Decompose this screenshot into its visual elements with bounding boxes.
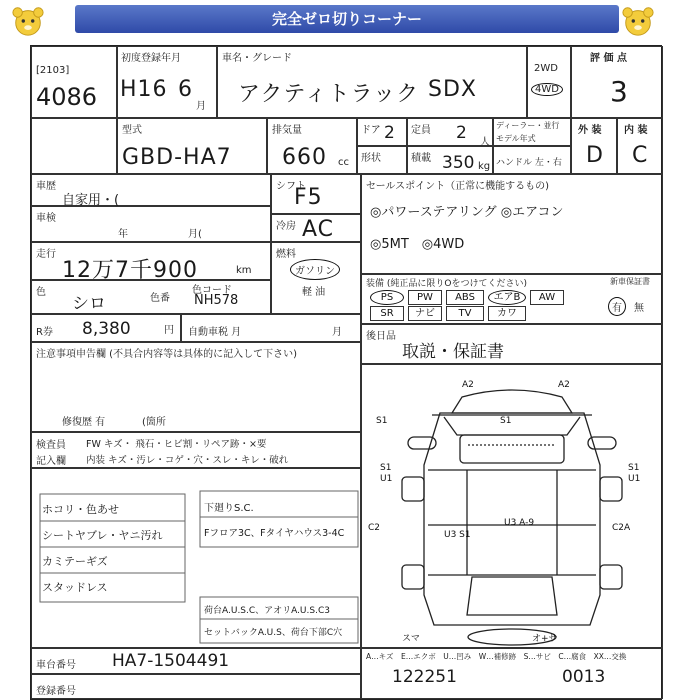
equip-leather: カワ — [488, 306, 526, 321]
after-items-box — [361, 324, 663, 364]
fuel-gasoline: ガソリン — [290, 259, 340, 280]
lot-box — [31, 46, 117, 118]
kg-unit: kg — [478, 161, 491, 172]
notes-grid — [32, 469, 362, 649]
mileage-box — [31, 242, 271, 283]
equip-airbag: エアB — [488, 290, 526, 305]
mark-s1-left: S1 — [376, 416, 388, 426]
check-row-windshield: FW キズ・ 飛石・ヒビ割・リペア跡・×要 — [86, 439, 267, 450]
usage-label: 車歴 — [36, 181, 56, 192]
usage-value: 自家用・( — [62, 193, 120, 208]
interior-box — [617, 118, 663, 174]
notice-box — [31, 342, 361, 432]
usage-box — [31, 174, 271, 206]
load-box — [407, 146, 493, 174]
capacity-unit: 人 — [480, 137, 490, 148]
mark-u3s1: U3 S1 — [444, 530, 471, 540]
equip-abs: ABS — [446, 290, 484, 305]
blank-left-box — [31, 118, 117, 174]
color-code-label: 色コード — [192, 285, 232, 296]
color-box — [31, 280, 271, 314]
mark-a2-right: A2 — [558, 380, 570, 390]
model-value: GBD-HA7 — [122, 145, 232, 170]
doors-label: ドア — [361, 125, 381, 136]
mark-bottom-left: スマ — [402, 634, 420, 644]
mascot-bear-icon — [619, 4, 657, 38]
note-left-1: ホコリ・色あせ — [42, 503, 119, 516]
shift-box — [271, 174, 361, 214]
fuel-diesel: 軽 油 — [302, 287, 326, 298]
sales-point-box — [361, 174, 663, 274]
note-right-2: Fフロア3C、Fタイヤハウス3-4C — [204, 528, 345, 539]
legend-box — [361, 648, 663, 699]
warranty-label: 新車保証書 — [610, 277, 650, 286]
shape-label: 形状 — [361, 153, 381, 164]
cc-unit: cc — [338, 157, 349, 168]
note-left-3: カミテーギズ — [42, 555, 108, 568]
auction-code: [2103] — [36, 65, 70, 76]
dealer-label: ディーラー・並行 — [496, 121, 560, 130]
inspection-box — [31, 206, 271, 242]
equip-tv: TV — [446, 306, 484, 321]
load-label: 積載 — [411, 153, 431, 164]
tax-month: 月 — [332, 327, 342, 338]
repair-label: 修復歴 有 — [62, 417, 106, 428]
mark-s1-side: S1 — [380, 463, 392, 473]
mascot-bear-icon — [9, 4, 47, 38]
repair-place: (箇所 — [142, 417, 166, 428]
equipment-label: 装備 (純正品に限りOをつけてください) — [366, 279, 527, 289]
equip-aw: AW — [530, 290, 564, 305]
ac-value: AC — [302, 217, 335, 242]
dealer-box — [493, 118, 571, 146]
code-2: 0013 — [562, 667, 606, 687]
header-banner — [5, 2, 695, 40]
score-box — [571, 46, 663, 118]
mark-u1-right: U1 — [628, 474, 641, 484]
first-reg-month: 6 — [178, 77, 193, 102]
exterior-grade: D — [586, 143, 604, 168]
mark-u1-side: U1 — [380, 474, 393, 484]
grade: SDX — [428, 77, 477, 102]
model-label: 型式 — [122, 125, 142, 136]
frame-number-box — [31, 648, 361, 674]
fuel-box — [271, 242, 361, 314]
record-label: 記入欄 — [36, 456, 66, 467]
car-diagram-box — [361, 364, 663, 648]
displacement-box — [267, 118, 357, 174]
code-1: 122251 — [392, 667, 457, 687]
recycle-label: R券 — [36, 327, 53, 338]
mark-bottom-right: オ+サ — [532, 634, 558, 644]
handle-box — [493, 146, 571, 174]
shift-label: シフト — [276, 181, 306, 192]
sales-point-1: ◎パワーステアリング ◎エアコン — [370, 205, 564, 220]
km-unit: km — [236, 265, 252, 276]
check-row-interior: 内装 キズ・汚レ・コゲ・穴・スレ・キレ・破れ — [86, 455, 289, 466]
recycle-box — [31, 314, 181, 342]
warranty-yes: 有 — [608, 297, 626, 316]
capacity-box — [407, 118, 493, 146]
first-reg-year: H16 — [120, 77, 168, 102]
equipment-box — [361, 274, 663, 324]
mileage-value: 12万7千900 — [62, 258, 198, 283]
displacement-label: 排気量 — [272, 125, 302, 136]
capacity-value: 2 — [456, 123, 467, 143]
tax-box — [181, 314, 361, 342]
month-unit: 月 — [196, 101, 206, 112]
handle-label: ハンドル 左・右 — [496, 158, 562, 168]
shape-box — [357, 146, 407, 174]
doors-value: 2 — [384, 123, 395, 143]
registration-box — [31, 674, 361, 699]
displacement-value: 660 — [282, 145, 327, 170]
color-label: 色 — [36, 287, 46, 298]
color-code: NH578 — [194, 293, 239, 308]
car-diagram — [362, 365, 662, 647]
exterior-box — [571, 118, 617, 174]
recycle-value: 8,380 — [82, 319, 131, 339]
ac-label: 冷房 — [276, 221, 296, 232]
registration-label: 登録番号 — [36, 686, 76, 697]
mark-c2-left: C2 — [368, 523, 381, 533]
mark-c2a-right: C2A — [612, 523, 631, 533]
load-value: 350 — [442, 153, 475, 173]
doors-box — [357, 118, 407, 146]
color-value: シロ — [72, 294, 106, 314]
mark-s1-right: S1 — [628, 463, 640, 473]
interior-label: 内 装 — [624, 125, 648, 136]
yen-unit: 円 — [164, 325, 174, 336]
note-left-4: スタッドレス — [42, 581, 108, 594]
car-name: アクティトラック — [238, 82, 420, 107]
note-left-2: シートヤブレ・ヤニ汚れ — [42, 529, 163, 542]
inspector-label: 検査員 — [36, 440, 66, 451]
equip-pw: PW — [408, 290, 442, 305]
tax-label: 自動車税 月 — [188, 327, 242, 338]
frame-label: 車台番号 — [36, 660, 76, 671]
car-name-box — [217, 46, 527, 118]
inspection-month: 月( — [188, 229, 202, 240]
first-reg-box — [117, 46, 217, 118]
model-box — [117, 118, 267, 174]
warranty-no: 無 — [634, 303, 644, 314]
after-value: 取説・保証書 — [402, 342, 504, 362]
inspection-label: 車検 — [36, 213, 56, 224]
banner-title: 完全ゼロ切りコーナー — [75, 5, 619, 33]
fuel-label: 燃料 — [276, 249, 296, 260]
drive-box — [527, 46, 571, 118]
notes-box — [31, 468, 361, 648]
after-label: 後日品 — [366, 331, 396, 342]
score-label: 評 価 点 — [590, 53, 627, 64]
sales-point-label: セールスポイント（正常に機能するもの) — [366, 181, 550, 192]
note-right-4: セットバックA.U.S、荷台下部C穴 — [204, 628, 343, 638]
capacity-label: 定員 — [411, 125, 431, 136]
notice-label: 注意事項申告欄 (不具合内容等は具体的に記入して下さい) — [36, 349, 297, 360]
mileage-label: 走行 — [36, 249, 56, 260]
exterior-label: 外 装 — [578, 125, 602, 136]
mark-s1-center: S1 — [500, 416, 512, 426]
drive-4wd: 4WD — [531, 83, 563, 96]
drive-2wd: 2WD — [534, 63, 558, 74]
frame-number: HA7-1504491 — [112, 651, 230, 671]
equip-sr: SR — [370, 306, 404, 321]
note-right-1: 下廻りS.C. — [204, 503, 254, 514]
auction-sheet — [30, 45, 662, 700]
name-grade-label: 車名・グレード — [222, 53, 292, 64]
mark-u3-center: U3 A-9 — [504, 518, 535, 528]
model-year-label: モデル年式 — [496, 134, 536, 143]
first-reg-label: 初度登録年月 — [121, 53, 181, 64]
mark-a2-left: A2 — [462, 380, 474, 390]
shift-value: F5 — [294, 185, 323, 210]
inspection-year: 年 — [118, 229, 128, 240]
equip-ps: PS — [370, 290, 404, 305]
lot-number: 4086 — [36, 83, 98, 111]
check-box — [31, 432, 361, 468]
sales-point-2: ◎5MT ◎4WD — [370, 237, 465, 252]
score-value: 3 — [610, 75, 628, 108]
damage-legend: A…キズ E…エクボ U…凹み W…補修跡 S…サビ C…腐食 XX…交換 — [366, 652, 627, 661]
interior-grade: C — [632, 143, 649, 168]
color-name-label: 色番 — [150, 293, 170, 304]
ac-box — [271, 214, 361, 242]
note-right-3: 荷台A.U.S.C、アオリA.U.S.C3 — [204, 606, 330, 616]
equip-navi: ナビ — [408, 306, 442, 321]
